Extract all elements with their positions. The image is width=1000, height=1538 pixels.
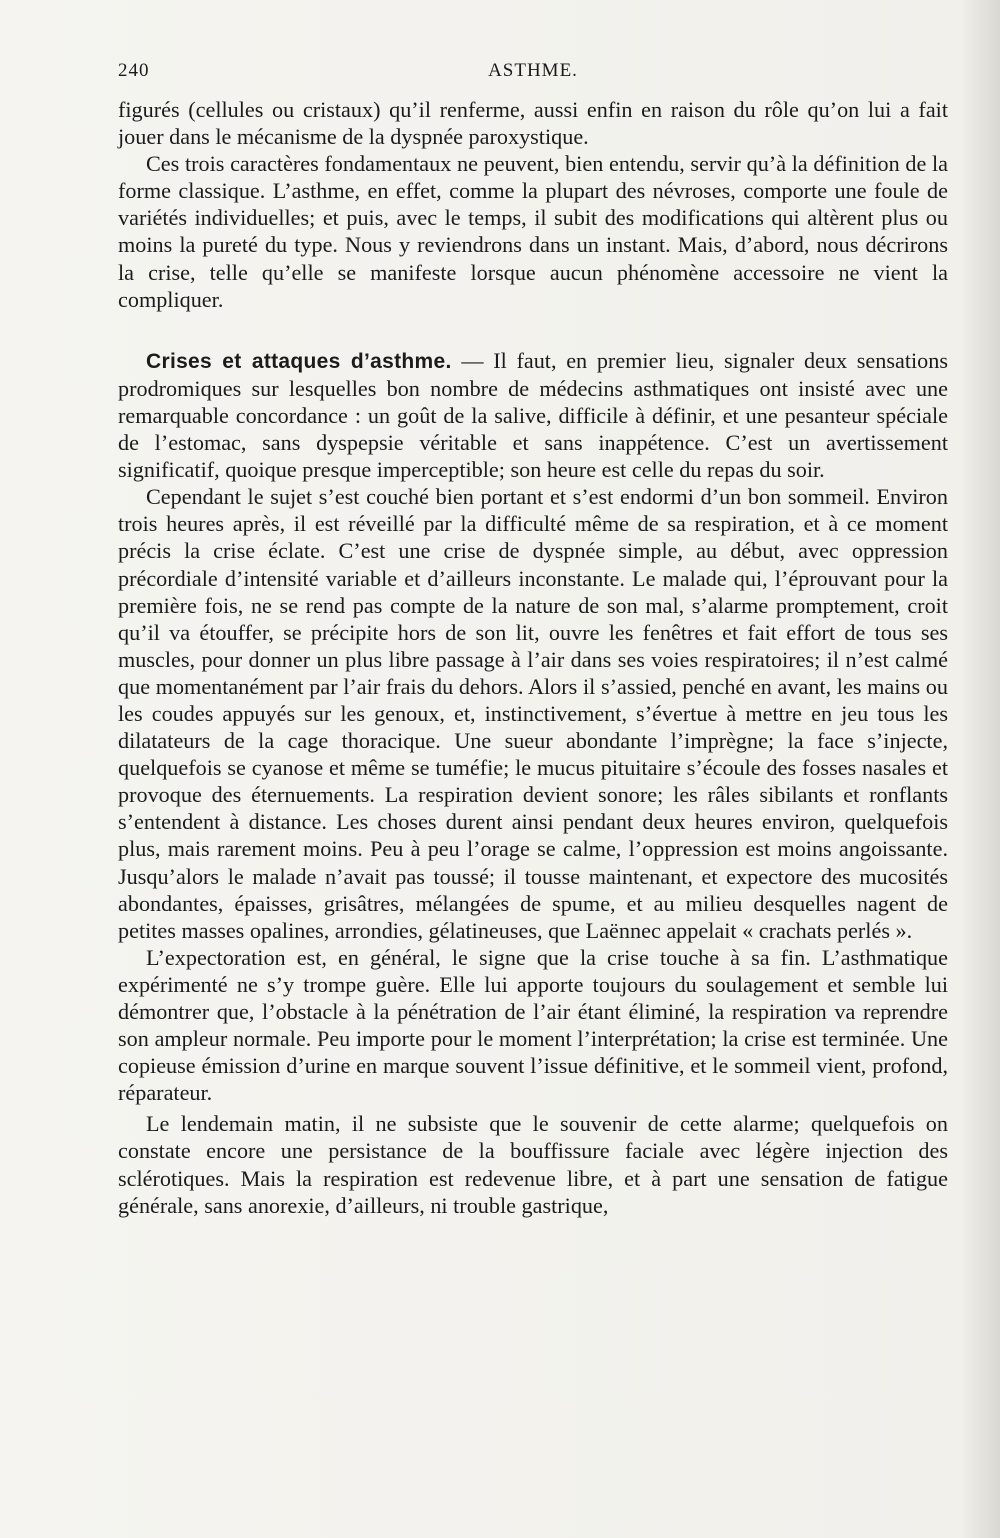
paragraph: figurés (cellules ou cristaux) qu’il renferme, aussi enfin en raison du rôle qu’on lui a fait jouer dans le mécanisme de la dyspnée paroxystique. — [118, 97, 948, 150]
page-header — [118, 60, 948, 90]
page-number: 240 — [118, 60, 150, 81]
section-paragraph — [118, 347, 948, 483]
running-head: ASTHME. — [488, 60, 578, 81]
section-text: — Il faut, en premier lieu, signaler deux sensations prodromiques sur lesquelles bon nombre de médecins asthmatiques ont insisté avec une remarquable concordance : un goût de la salive, difficile à définir, et une pesanteur spéciale de l’estomac, sans dyspepsie véritable et sans inappétence. C’est un avertissement significatif, quoique presque imperceptible; son heure est celle du repas du soir. — [118, 347, 948, 483]
paragraph: Le lendemain matin, il ne subsiste que le souvenir de cette alarme; quelquefois on constate encore une persistance de la bouffissure faciale avec légère injection des sclérotiques. Mais la respiration est redevenue libre, et à part une sensation de fatigue générale, sans anorexie, d’ailleurs, ni trouble gastrique, — [118, 1111, 948, 1218]
body-text — [118, 96, 948, 1219]
paragraph: Cependant le sujet s’est couché bien portant et s’est endormi d’un bon sommeil. Environ trois heures après, il est réveillé par la difficulté même de sa respiration, et à ce moment précis la crise éclate. C’est une crise de dyspnée simple, au début, avec oppression précordiale d’intensité variable et d’ailleurs inconstante. Le malade qui, l’éprouvant pour la première fois, ne se rend pas compte de la nature de son mal, s’alarme promptement, croit qu’il va étouffer, se précipite hors de son lit, ouvre les fenêtres et fait effort de tous ses muscles, pour donner un plus libre passage à l’air dans ses voies respiratoires; il n’est calmé que momentanément par l’air frais du dehors. Alors il s’assied, penché en avant, les mains ou les coudes appuyés sur les genoux, et, instinctivement, s’évertue à mettre en jeu tous les dilatateurs de la cage thoracique. Une sueur abondante l’imprègne; la face s’injecte, quelquefois se cyanose et même se tuméfie; le mucus pituitaire s’écoule des fosses nasales et provoque des éternuements. La respiration devient sonore; les râles sibilants et ronflants s’entendent à distance. Les choses durent ainsi pendant deux heures environ, quelquefois plus, mais rarement moins. Peu à peu l’orage se calme, l’oppression est moins angoissante. Jusqu’alors le malade n’avait pas toussé; il tousse maintenant, et expectore des mucosités abondantes, épaisses, grisâtres, mélangées de spume, et au milieu desquelles nagent de petites masses opalines, arrondies, gélatineuses, que Laënnec appelait « crachats perlés ». — [118, 484, 948, 943]
paragraph: Ces trois caractères fondamentaux ne peuvent, bien entendu, servir qu’à la définition de la forme classique. L’asthme, en effet, comme la plupart des névroses, comporte une foule de variétés individuelles; et puis, avec le temps, il subit des modifications qui altèrent plus ou moins la pureté du type. Nous y reviendrons dans un instant. Mais, d’abord, nous décrirons la crise, telle qu’elle se manifeste lorsque aucun phénomène accessoire ne vient la compliquer. — [118, 151, 948, 312]
paragraph: L’expectoration est, en général, le signe que la crise touche à sa fin. L’asthmatique expérimenté ne s’y trompe guère. Elle lui apporte toujours du soulagement et semble lui démontrer que, l’obstacle à la pénétration de l’air étant éliminé, la respiration va reprendre son ampleur normale. Peu importe pour le moment l’interprétation; la crise est terminée. Une copieuse émission d’urine en marque souvent l’issue définitive, et le sommeil vient, profond, réparateur. — [118, 944, 948, 1106]
section-heading: Crises et attaques d’asthme. — [146, 349, 452, 373]
